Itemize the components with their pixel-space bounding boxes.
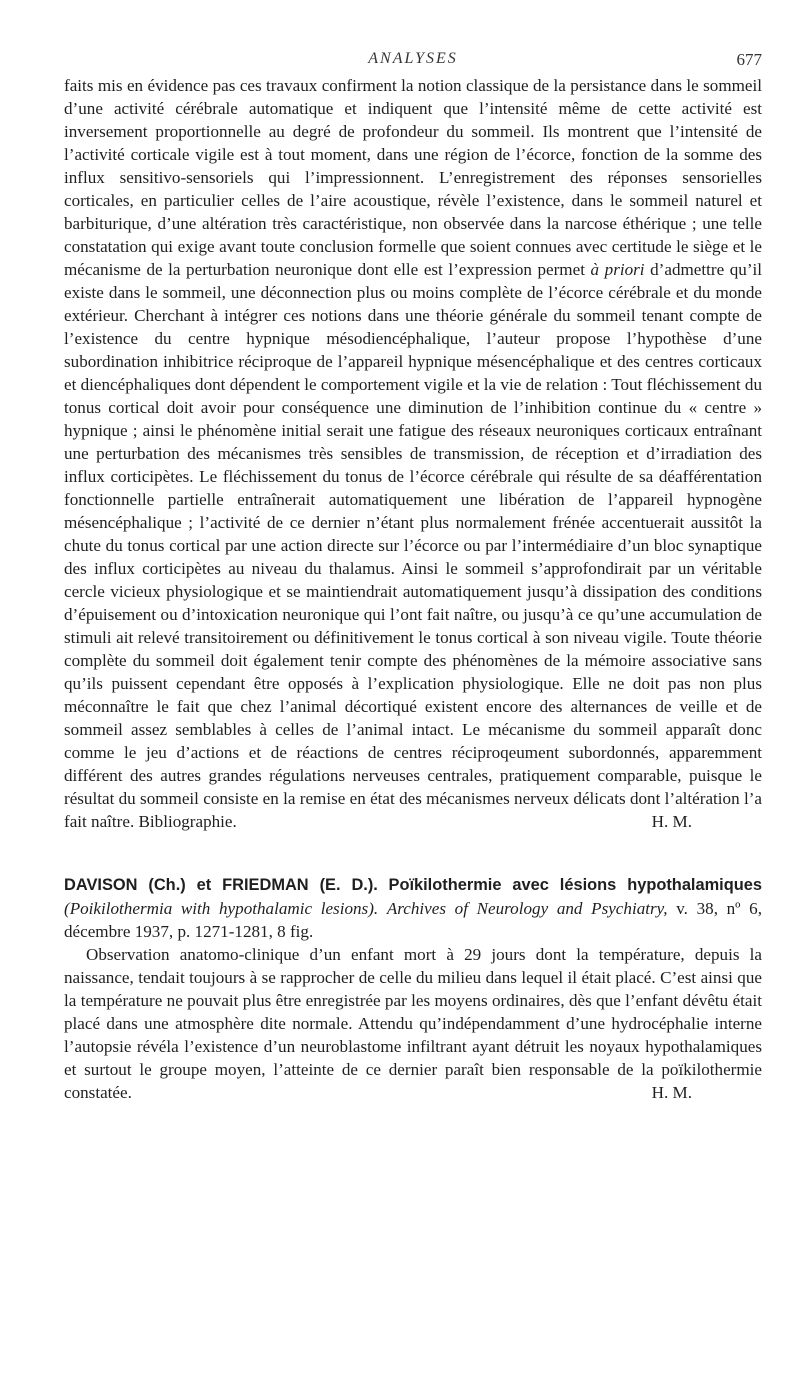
review-title-english: (Poikilothermia with hypothalamic lesions).: [64, 899, 379, 918]
page-header: [64, 0, 762, 74]
review-continuation: [64, 74, 762, 833]
review-title: Poïkilothermie avec lésions hypothalamiques: [388, 876, 762, 894]
review-body-signature: H. M.: [651, 1083, 692, 1102]
review-heading: [64, 873, 762, 943]
review-text: faits mis en évidence pas ces travaux confirment la notion classique de la persistance dans le sommeil d’une activité cérébrale automatique et indiquent que l’intensité même de cette activité est inversement proportionnelle au degré de profondeur du sommeil. Ils montrent que l’intensité de l’activité corticale vigile est à tout moment, dans une région de l’écorce, fonction de la somme des influx sensitivo-sensoriels qui l’impressionnent. L’enregistrement des réponses sensorielles corticales, en particulier celles de l’aire acoustique, révèle l’existence, dans le sommeil naturel et barbiturique, d’une altération très caractéristique, non observée dans la narcose éthérique ; une telle constatation qui exige avant toute conclusion formelle que soient connues avec certitude le siège et le mécanisme de la perturbation neuronique dont elle est l’expression permet: [64, 76, 762, 279]
review-citation: v. 38, nº 6, décembre 1937, p. 1271-1281, 8 fig.: [64, 899, 762, 941]
review-body: [64, 943, 762, 1104]
review-authors: DAVISON (Ch.) et FRIEDMAN (E. D.).: [64, 876, 378, 894]
running-title: ANALYSES: [368, 50, 458, 67]
review-text-italic: à priori: [590, 260, 645, 279]
review-signature: H. M.: [651, 812, 692, 831]
review-text-rest: d’admettre qu’il existe dans le sommeil, une déconnection plus ou moins complète de l’écorce cérébrale et du monde extérieur. Cherchant à intégrer ces notions dans une théorie générale du sommeil tenant compte de l’existence du centre hypnique mésodiencéphalique, l’auteur propose l’hypothèse d’une subordination inhibitrice réciproque de l’appareil hypnique mésencéphalique et des centres corticaux et diencéphaliques dont dépendent le comportement vigile et la vie de relation : Tout fléchissement du tonus cortical doit avoir pour conséquence une diminution de l’inhibition continue du « centre » hypnique ; ainsi le phénomène initial serait une fatigue des réseaux neuroniques corticaux entraînant une perturbation des mécanismes très sensibles de transmission, de réception et d’irradiation des influx corticipètes. Le fléchissement du tonus de l’écorce cérébrale qui résulte de sa déafférentation fonctionnelle partielle entraînerait automatiquement une libération de l’appareil hypnogène mésencéphalique ; l’activité de ce dernier n’étant plus normalement frénée accentuerait aussitôt la chute du tonus cortical par une action directe sur l’écorce ou par l’intermédiaire d’un bloc synaptique des influx corticipètes au niveau du thalamus. Ainsi le sommeil s’approfondirait par un véritable cercle vicieux physiologique et se maintiendrait automatiquement jusqu’à dissipation des conditions d’épuisement ou d’intoxication neuronique qui l’ont fait naître, ou jusqu’à ce qu’une accumulation de stimuli ait relevé transitoirement ou définitivement le tonus cortical à son niveau vigile. Toute théorie complète du sommeil doit également tenir compte des phénomènes de la mémoire associative sans qu’ils puissent cependant être opposés à l’explication physiologique. Elle ne doit pas non plus méconnaître le fait que chez l’animal décortiqué existent encore des alternances de veille et de sommeil assez semblables à celles de l’animal intact. Le mécanisme du sommeil apparaît donc comme le jeu d’actions et de réactions de centres réciproqeument subordonnés, apparemment différent des autres grandes régulations nerveuses centrales, pratiquement comparable, puisque le résultat du sommeil consiste en la remise en état des mécanismes nerveux délicats dont l’altération l’a fait naître. Bibliographie.: [64, 260, 763, 831]
review-body-text: Observation anatomo-clinique d’un enfant mort à 29 jours dont la température, depuis la naissance, tendait toujours à se rapprocher de celle du milieu dans lequel il était placé. C’est ainsi que la température ne pouvait plus être enregistrée par les moyens ordinaires, dès que l’enfant dévêtu était placé dans une atmosphère dite normale. Attendu qu’indépendamment d’une hydrocéphalie interne l’autopsie révéla l’existence d’un neuroblastome infiltrant ayant détruit les noyaux hypothalamiques et surtout le groupe moyen, l’atteinte de ce dernier paraît bien responsable de la poïkilothermie constatée.: [64, 945, 762, 1102]
page-number: 677: [736, 50, 762, 69]
review-journal: Archives of Neurology and Psychiatry,: [386, 899, 668, 918]
